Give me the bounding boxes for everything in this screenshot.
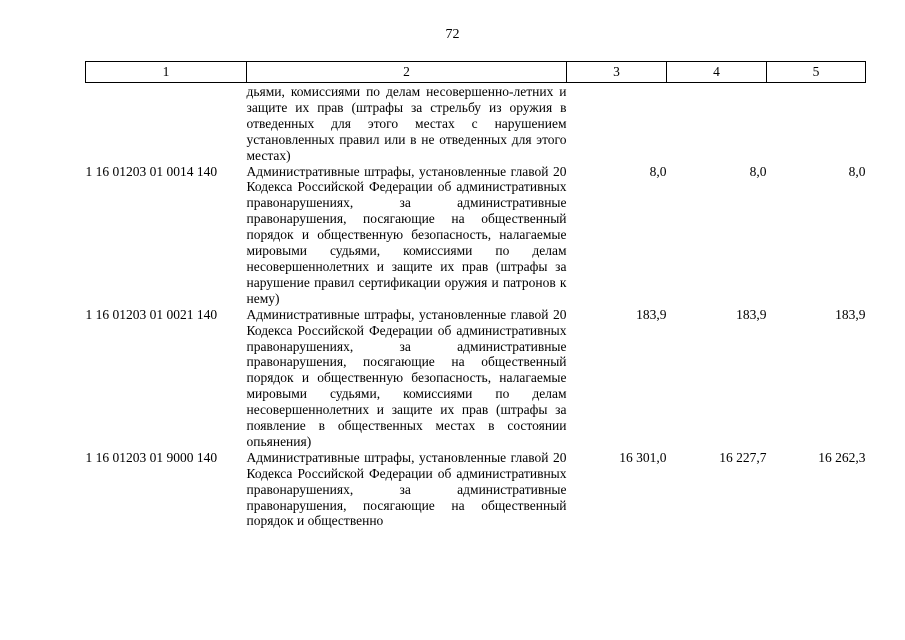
description-cell: Административные штрафы, установленные главой 20 Кодекса Российской Федерации об административных правонарушениях, за административные правонарушения, посягающие на общественный порядок и общественную безопасность, налагаемые мировыми судьями, комиссиями по делам несовершеннолетних и защите их прав (штрафы за нарушение правил сертификации оружия и патронов к нему) bbox=[246, 163, 567, 306]
value-cell-col4 bbox=[667, 83, 767, 164]
table-row bbox=[86, 83, 866, 164]
value-cell-col3: 183,9 bbox=[636, 306, 667, 322]
column-header-2: 2 bbox=[247, 62, 567, 83]
column-header-3: 3 bbox=[567, 62, 667, 83]
table-row bbox=[86, 307, 866, 450]
description-cell: дьями, комиссиями по делам несовершенно-летних и защите их прав (штрафы за стрельбу из оружия в отведенных для этого местах с нарушением установленных правил или в не отведенных для этого местах) bbox=[246, 84, 567, 163]
budget-table bbox=[85, 61, 866, 529]
budget-code-cell: 1 16 01203 01 0014 140 bbox=[85, 163, 218, 179]
column-header-1: 1 bbox=[86, 62, 247, 83]
description-cell: Административные штрафы, установленные главой 20 Кодекса Российской Федерации об административных правонарушениях, за административные правонарушения, посягающие на общественный порядок и общественную безопасность, налагаемые мировыми судьями, комиссиями по делам несовершеннолетних и защите их прав (штрафы за появление в общественных местах в состоянии опьянения) bbox=[246, 306, 567, 449]
value-cell-col5: 16 262,3 bbox=[818, 449, 866, 465]
table-header-row bbox=[86, 62, 866, 83]
value-cell-col3 bbox=[567, 83, 667, 164]
table-row bbox=[86, 164, 866, 307]
value-cell-col5 bbox=[767, 83, 866, 164]
value-cell-col4: 16 227,7 bbox=[719, 449, 767, 465]
value-cell-col3: 8,0 bbox=[649, 163, 667, 179]
value-cell-col5: 8,0 bbox=[848, 163, 866, 179]
budget-code-cell: 1 16 01203 01 9000 140 bbox=[85, 449, 218, 465]
value-cell-col3: 16 301,0 bbox=[619, 449, 667, 465]
value-cell-col4: 183,9 bbox=[736, 306, 767, 322]
budget-code-cell: 1 16 01203 01 0021 140 bbox=[85, 306, 218, 322]
budget-code-cell bbox=[86, 83, 247, 164]
value-cell-col5: 183,9 bbox=[835, 306, 866, 322]
column-header-5: 5 bbox=[767, 62, 866, 83]
column-header-4: 4 bbox=[667, 62, 767, 83]
page-number: 72 bbox=[445, 27, 460, 42]
table-row bbox=[86, 450, 866, 530]
description-cell: Административные штрафы, установленные главой 20 Кодекса Российской Федерации об административных правонарушениях, за административные правонарушения, посягающие на общественный порядок и общественно bbox=[246, 449, 567, 529]
value-cell-col4: 8,0 bbox=[749, 163, 767, 179]
